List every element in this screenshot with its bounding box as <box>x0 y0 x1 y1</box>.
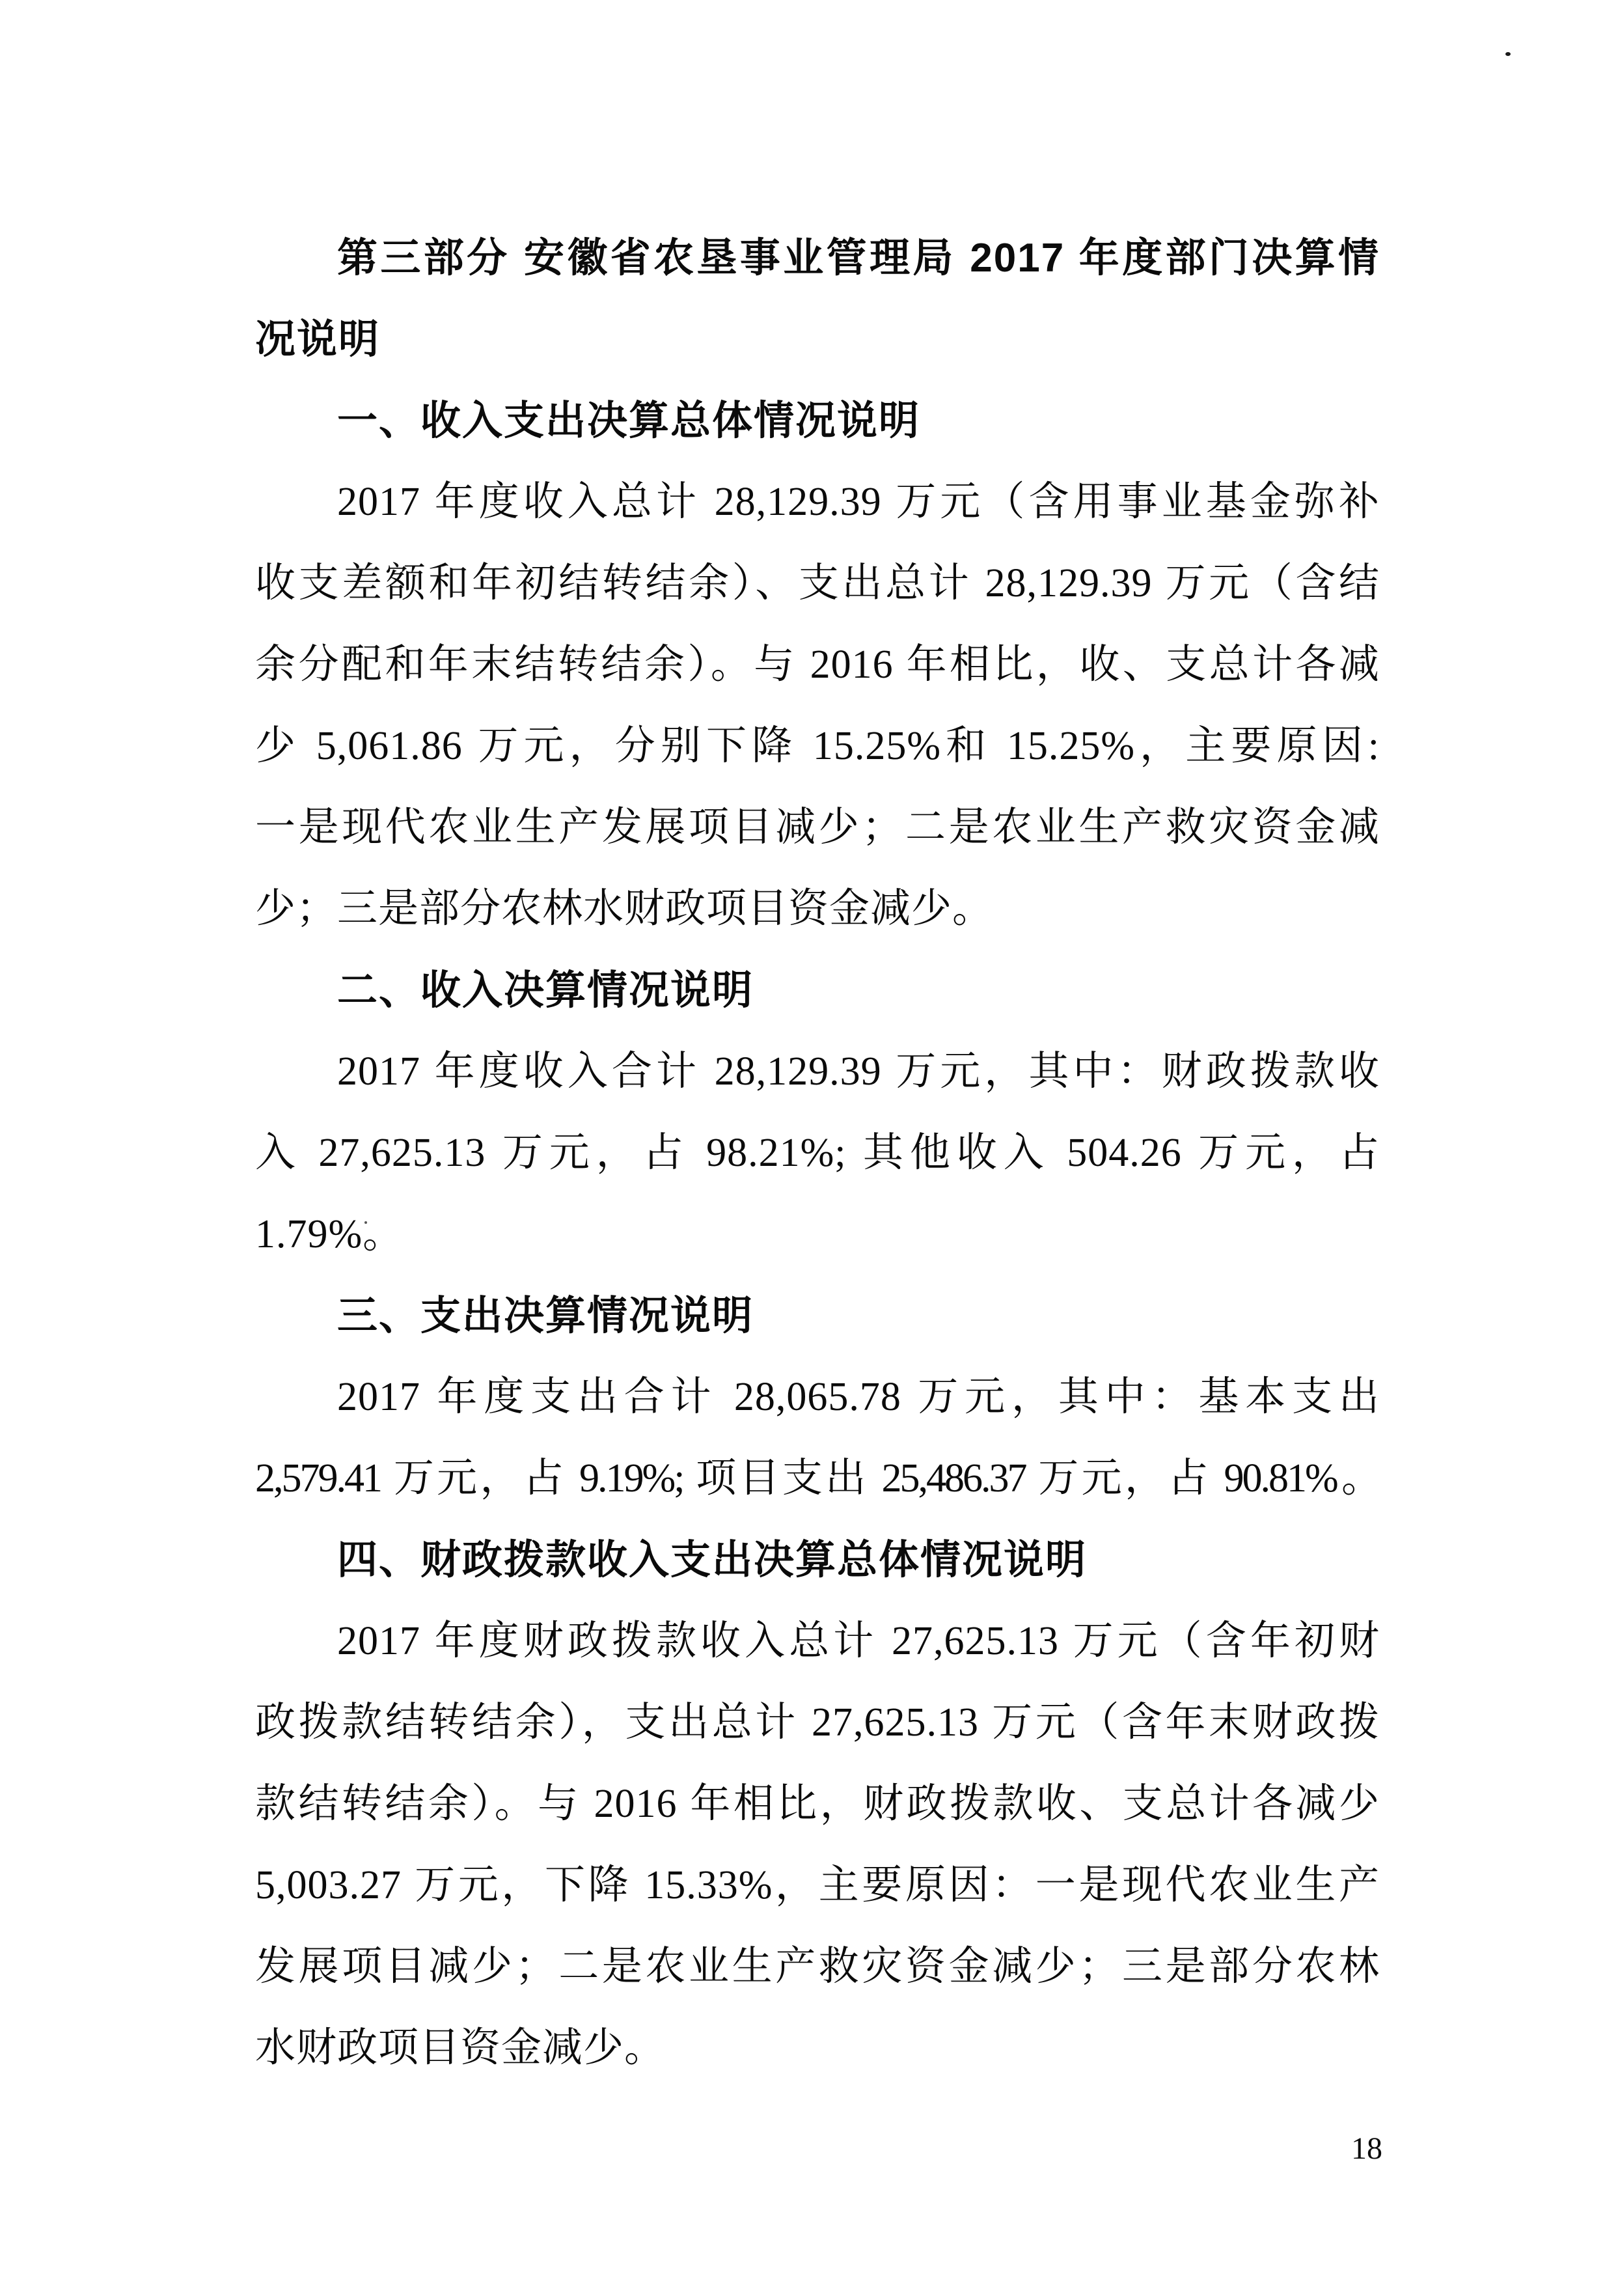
paragraph-line: 一是现代农业生产发展项目减少；二是农业生产救灾资金减 <box>255 805 1380 850</box>
paragraph-line: 款结转结余）。与 2016 年相比，财政拨款收、支总计各减少 <box>255 1782 1380 1826</box>
document-body <box>255 217 1380 2089</box>
document-title-line-1: 第三部分 安徽省农垦事业管理局 2017 年度部门决算情 <box>337 236 1380 281</box>
paragraph-line: 少；三是部分农林水财政项目资金减少。 <box>255 887 994 931</box>
paragraph-line: 政拨款结转结余），支出总计 27,625.13 万元（含年末财政拨 <box>255 1700 1380 1745</box>
paragraph-line: 2017 年度支出合计 28,065.78 万元，其中：基本支出 <box>337 1375 1380 1419</box>
section-4-heading: 四、财政拨款收入支出决算总体情况说明 <box>337 1538 1088 1583</box>
paragraph-line: 入 27,625.13 万元，占 98.21%; 其他收入 504.26 万元，占 <box>255 1131 1380 1175</box>
paragraph-line: 余分配和年末结转结余）。与 2016 年相比，收、支总计各减 <box>255 643 1380 687</box>
paragraph-line: 5,003.27 万元，下降 15.33%，主要原因：一是现代农业生产 <box>255 1863 1380 1907</box>
page-number: 18 <box>1351 2131 1382 2166</box>
scan-artifact-dot <box>1505 52 1511 56</box>
paragraph-line: 水财政项目资金减少。 <box>255 2026 666 2070</box>
paragraph-line: 2017 年度收入合计 28,129.39 万元，其中：财政拨款收 <box>337 1049 1380 1094</box>
paragraph-line: 少 5,061.86 万元，分别下降 15.25%和 15.25%，主要原因: <box>255 724 1380 768</box>
document-title-line-2: 况说明 <box>255 317 381 362</box>
paragraph-line: 2017 年度财政拨款收入总计 27,625.13 万元（含年初财 <box>337 1619 1380 1663</box>
paragraph-line: 2017 年度收入总计 28,129.39 万元（含用事业基金弥补 <box>337 480 1380 524</box>
paragraph-line: 2,579.41 万元，占 9.19%; 项目支出 25,486.37 万元，占 90.81%。 <box>255 1456 1380 1501</box>
section-3-heading: 三、支出决算情况说明 <box>337 1293 754 1338</box>
section-2-heading: 二、收入决算情况说明 <box>337 968 754 1013</box>
section-1-heading: 一、收入支出决算总体情况说明 <box>337 398 921 443</box>
paragraph-line: 收支差额和年初结转结余）、支出总计 28,129.39 万元（含结 <box>255 561 1380 605</box>
paragraph-line: 1.79%。 <box>255 1212 404 1256</box>
paragraph-line: 发展项目减少；二是农业生产救灾资金减少；三是部分农林 <box>255 1944 1380 1989</box>
